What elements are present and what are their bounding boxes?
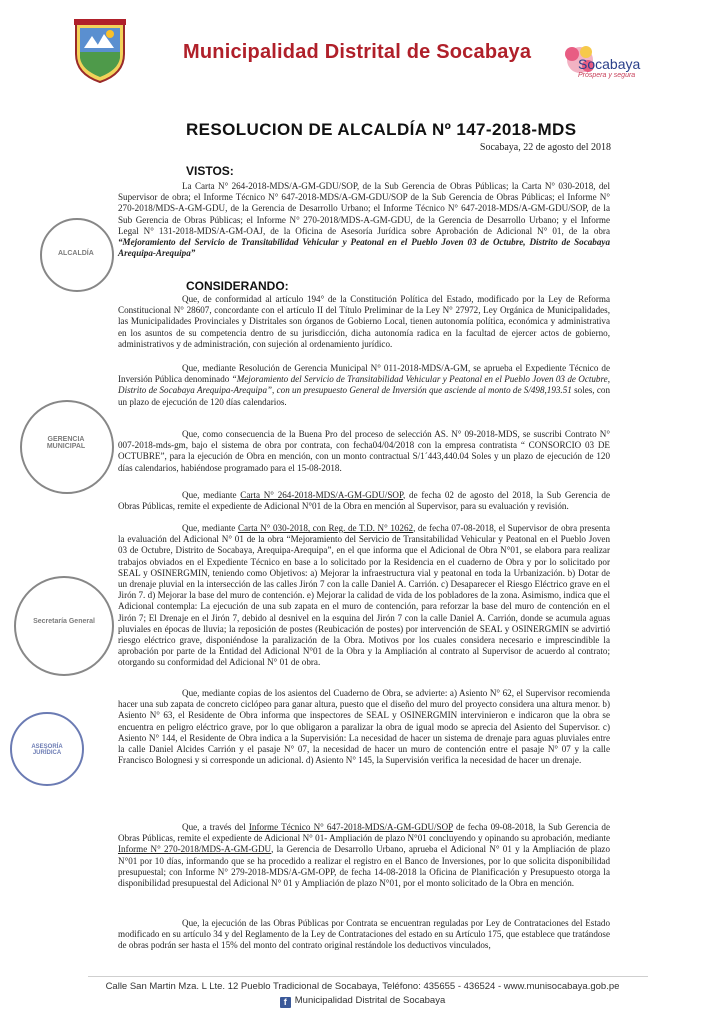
footer-divider xyxy=(88,976,648,977)
alcaldia-stamp xyxy=(40,218,114,292)
resolution-title: RESOLUCION DE ALCALDÍA Nº 147-2018-MDS xyxy=(186,120,577,139)
letterhead xyxy=(0,0,725,112)
stamp-label-secretaria: Secretaría General xyxy=(33,618,95,625)
footer-facebook-label: Municipalidad Distrital de Socabaya xyxy=(294,995,446,1006)
stamp-label-alcaldia: ALCALDÍA xyxy=(58,250,94,257)
vistos-heading: VISTOS: xyxy=(186,164,234,178)
footer-facebook xyxy=(0,995,725,1008)
stamp-label-gerencia: GERENCIA MUNICIPAL xyxy=(46,436,86,450)
considerando-paragraph-6: Que, mediante copias de los asientos del Cuaderno de Obra, se advierte: a) Asiento N° 62, el Supervisor recomienda hacer una sub zapata de concreto ciclópeo para ganar altura, puesto que el diseño del muro del proyecto considera una altura menor. b) Asiento N° 63, el Residente de Obra informa que inspectores de SEAL y OSINERGMIN intervinieron e indicaron que la obra se encuentra en peligro eléctrico grave, por lo que obligaron a paralizar la obra de igual modo se aprecia del Asiento del Supervisor. c) Asiento N° 144, el Residente de Obra indica a la Supervisión: La necesidad de hacer un sistema de drenaje para aguas pluviales entre la calle Daniel Alcides Carrión y el pasaje N° 07, la necesidad de hacer un muro de contención entre el pasaje N° 07 y la calle Francisco Bolognesi y si corresponde un adicional. d) Asiento N° 145, la Supervisión verifica la necesidad de hacer un drenaje. xyxy=(118,688,610,766)
considerando-paragraph-1: Que, de conformidad al artículo 194° de la Constitución Política del Estado, modificado por la Ley de Reforma Constitucional N° 28607, concordante con el artículo II del Título Preliminar de la Ley N° 27972, Ley Orgánica de Municipalidades, las Municipalidades Provinciales y Distritales son órganos de Gobierno Local, tienen autonomía política, económica y administrativa en los asuntos de su competencia dentro de su jurisdicción, dicha autonomía radica en la facultad de ejercer actos de gobierno, administrativos y de administración, con sujeción al ordenamiento jurídico. xyxy=(118,294,610,349)
gerencia-stamp xyxy=(20,400,114,494)
brand-name: Socabaya xyxy=(578,56,641,72)
considerando-paragraph-2: Que, mediante Resolución de Gerencia Municipal N° 011-2018-MDS/A-GM, se aprueba el Expediente Técnico de Inversión Pública denominado “Mejoramiento del Servicio de Transitabilidad Vehicular y Peatonal en el Pueblo Joven 03 de Octubre, Distrito de Socabaya Arequipa-Arequipa”, con un presupuesto General de Inversión que asciende al monto de S/498,193.51 soles, con un plazo de ejecución de 120 días calendarios. xyxy=(118,363,610,407)
vistos-paragraph: La Carta N° 264-2018-MDS/A-GM-GDU/SOP, de la Sub Gerencia de Obras Públicas; la Carta N° 030-2018, del Supervisor de obra; el Informe Técnico N° 647-2018-MDS/A-GM-GDU/SOP de la Sub Gerencia de Obras Públicas; el Informe N° 270-2018/MDS-A-GM-GDU, de la Gerencia de Desarrollo Urbano; el Informe Técnico N° 647-2018-MDS/A-GM-GDU/SOP, de la Sub Gerencia de Obras Públicas; el Informe N° 270-2018/MDS-A-GM-GDU, de la Gerencia de Desarrollo Urbano; y el Informe Legal N° 131-2018-MDS/A-GM-OAJ, de la Oficina de Asesoría Jurídica sobre Aprobación de Adicional N° 01, de la obra “Mejoramiento del Servicio de Transitabilidad Vehicular y Peatonal en el Pueblo Joven 03 de Octubre, Distrito de Socabaya Arequipa-Arequipa” xyxy=(118,181,610,259)
municipal-crest-logo xyxy=(70,18,130,84)
considerando-paragraph-5: Que, mediante Carta N° 030-2018, con Reg. de T.D. N° 10262, de fecha 07-08-2018, el Supervisor de obra presenta la evaluación del Adicional N° 01 de la obra “Mejoramiento del Servicio de Transitabilidad Vehicular y Peatonal en el Pueblo Joven 03 de Octubre, Distrito de Socabaya, Arequipa-Arequipa”, en el que informa que el Adicional de Obra N°01, se elabora para realizar trabajos obviados en el Expediente Técnico en base a lo solicitado por la Residencia en el cuaderno de Obra y por lo solicitado por SEAL y OSINERGMIN, teniendo como Objetivos: a) Mejorar la infraestructura vial y peatonal en toda la Urbanización. b) Dotar de un drenaje pluvial en la intersección de las calles Jirón 7 con la calle Daniel A. Carrión. c) Desaparecer el Riesgo Eléctrico grave en el Jirón 7. d) Mejorar la base del muro de contención. e) Mejorar la calidad de vida de los pobladores de la zona. Asimismo, indica que el Adicional contempla: La ejecución de una sub zapata en el muro de contención, para reforzar la base del muro de contención en el Jirón 7; El Drenaje en el Jirón 7, debido al desnivel en la esquina del Jirón 7 con la calle Daniel A. Carrión, donde se acumula aguas pluviales en épocas de lluvia; la reposición de postes (Reubicación de postes) por intervención de SEAL y OSINERGMIN se advirtió riesgo eléctrico grave, disponiéndose la paralización de la Obra. Motivos por los cuales considera necesario e imprescindible la aprobación por parte de la Entidad del Adicional N°01 de la Obra y la Ampliación al contrato al Supervisor de acuerdo al contrato; otorgando su conformidad del Adicional N° 01 de obra. xyxy=(118,523,610,668)
resolution-date: Socabaya, 22 de agosto del 2018 xyxy=(479,142,611,153)
facebook-icon: f xyxy=(280,997,291,1008)
municipality-name: Municipalidad Distrital de Socabaya xyxy=(183,41,532,63)
considerando-heading: CONSIDERANDO: xyxy=(186,279,289,293)
secretaria-stamp xyxy=(14,576,114,676)
brand-tagline: Próspera y segura xyxy=(578,72,636,79)
considerando-paragraph-7: Que, a través del Informe Técnico N° 647-2018-MDS/A-GM-GDU/SOP de fecha 09-08-2018, la Sub Gerencia de Obras Públicas, remite el expediente de Adicional N° 01- Ampliación de plazo N°01 concluyendo y opinando su aprobación, mediante Informe N° 270-2018/MDS-A-GM-GDU, la Gerencia de Desarrollo Urbano, aprueba el Adicional N° 01 y la Ampliación de plazo N°01 por 10 días, informando que se ha procedido a realizar el registro en el Banco de Inversiones, por lo que solicita disponibilidad presupuestal; con Informe N° 279-2018-MDS/A-GM-OPP, de fecha 14-08-2018 la Oficina de Planificación y Presupuesto otorga la disponibilidad presupuestal del Adicional N° 01 y Ampliación de plazo N°01, por el monto solicitado de la Obra en mención. xyxy=(118,822,611,889)
footer-address: Calle San Martin Mza. L Lte. 12 Pueblo Tradicional de Socabaya, Teléfono: 435655 - 436524 - www.munisocabaya.gob.pe xyxy=(105,981,620,992)
considerando-paragraph-3: Que, como consecuencia de la Buena Pro del proceso de selección AS. N° 09-2018-MDS, se suscribi Contrato N° 007-2018-mds-gm, bajo el sistema de obra por contrata, con fecha04/04/2018 con la empresa contratista “ CONSORCIO 03 DE OCTUBRE”, para la ejecución de Obra en mención, con un monto contractual S/1´443,440.04 Soles y un plazo de ejecución de 120 días calendarios, habiéndose programado para el 15-08-2018. xyxy=(118,429,610,473)
considerando-paragraph-4: Que, mediante Carta N° 264-2018-MDS/A-GM-GDU/SOP, de fecha 02 de agosto del 2018, la Sub Gerencia de Obras Públicas, remite el expediente de Adicional N°01 de la Obra en mención al Supervisor, para su evaluación y revisión. xyxy=(118,490,610,512)
stamp-label-asesoria: ASESORÍA JURÍDICA xyxy=(31,744,63,756)
asesoria-stamp xyxy=(10,712,84,786)
considerando-paragraph-8: Que, la ejecución de las Obras Públicas por Contrata se encuentran reguladas por Ley de Contrataciones del Estado modificado en su artículo 34 y del Reglamento de la Ley de Contrataciones del estado en su Artículo 175, que establece que tratándose de obras podrán ser hasta el 15% del monto del contrato original restándole los deductivos vinculados, xyxy=(118,918,610,951)
